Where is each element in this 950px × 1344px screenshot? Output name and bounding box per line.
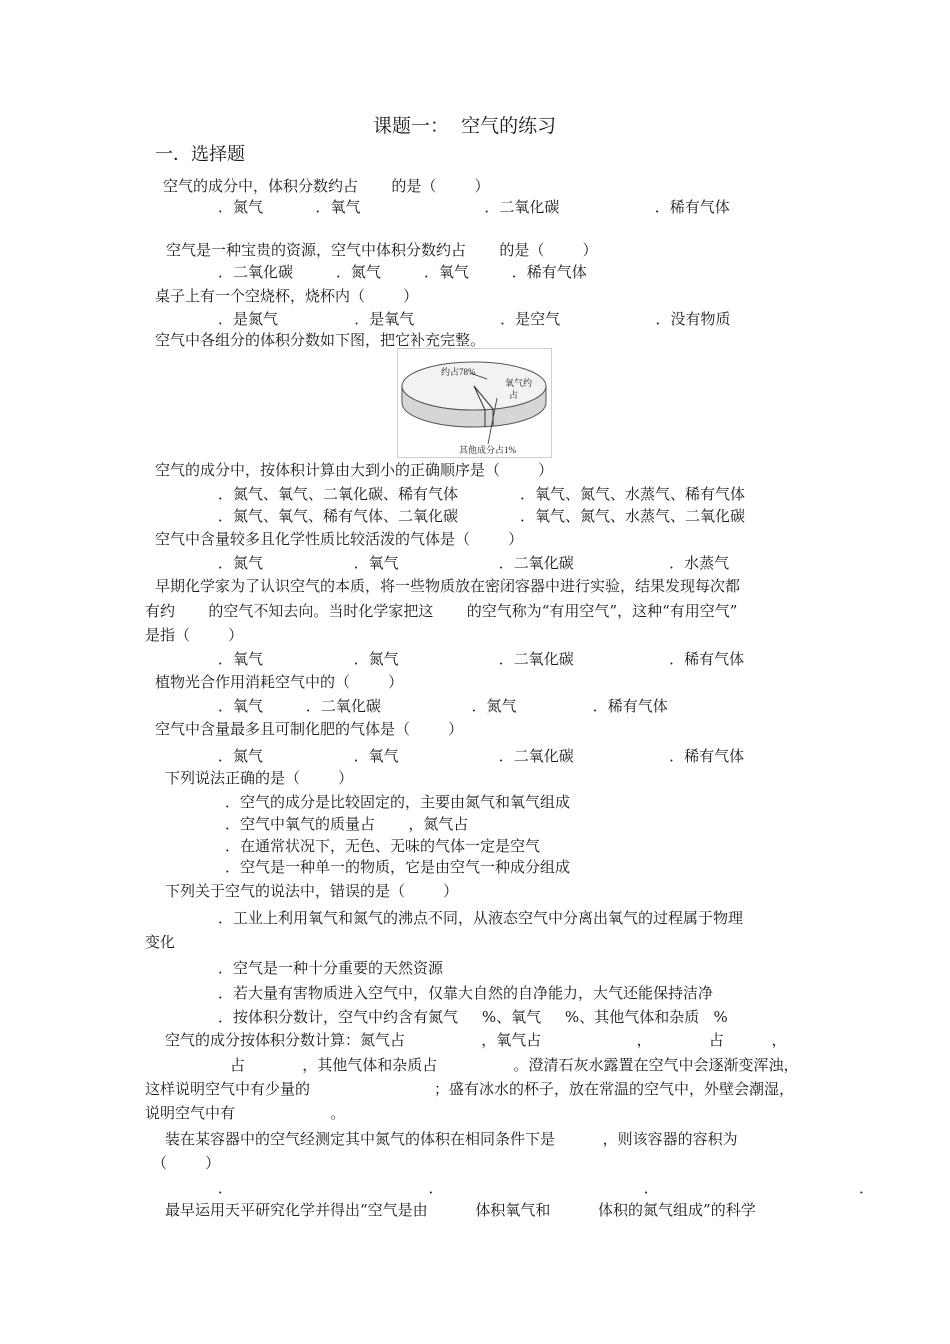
text-line: 空气中含量最多且可制化肥的气体是（ ） [155,720,464,738]
text-line: ．是氮气 ．是氧气 ．是空气 ．没有物质 [218,310,731,328]
text-line: ．氮气 ．氧气 ．二氧化碳 ．稀有气体 [218,747,745,765]
text-line: 装在某容器中的空气经测定其中氮气的体积在相同条件下是 ，则该容器的容积为 [165,1130,738,1148]
text-line: ．按体积分数计，空气中约含有氮气 %、氧气 %、其他气体和杂质 % [218,1008,728,1026]
text-line: ．二氧化碳 ．氮气 ．氧气 ．稀有气体 [218,263,587,281]
section-heading: 一．选择题 [155,144,245,165]
text-line: ．氧气 ．二氧化碳 ．氮气 ．稀有气体 [218,697,668,715]
text-line: 说明空气中有 。 [145,1104,346,1122]
text-line: 空气中各组分的体积分数如下图，把它补充完整。 [155,331,486,349]
text-line: 空气的成分中，体积分数约占 的是（ ） [163,177,490,195]
text-line: 空气中含量较多且化学性质比较活泼的气体是（ ） [155,530,524,548]
text-line: ．氮气、氧气、二氧化碳、稀有气体 ．氧气、氮气、水蒸气、稀有气体 [218,485,745,503]
nitrogen-label: 约占78% [441,367,476,377]
text-line: ．氮气、氧气、稀有气体、二氧化碳 ．氧气、氮气、水蒸气、二氧化碳 [218,507,745,525]
text-line: 这样说明空气中有少量的 ；盛有冰水的杯子，放在常温的空气中，外壁会潮湿， [145,1080,794,1098]
text-line: ．空气是一种单一的物质，它是由空气一种成分组成 [225,858,571,876]
text-line: ．工业上利用氧气和氮气的沸点不同，从液态空气中分离出氧气的过程属于物理 [218,909,744,927]
text-line: ．若大量有害物质进入空气中，仅靠大自然的自净能力，大气还能保持洁净 [218,984,714,1002]
text-line: 最早运用天平研究化学并得出“空气是由 体积氧气和 体积的氮气组成”的科学 [165,1201,756,1219]
text-line: ．空气的成分是比较固定的，主要由氮气和氧气组成 [225,793,571,811]
text-line: ． ． ． ． [218,1179,875,1197]
text-line: 空气的成分按体积分数计算：氮气占 ，氧气占 ， 占 ， [165,1031,787,1049]
page-title: 课题一： 空气的练习 [373,115,557,137]
text-line: 有约 的空气不知去向。当时化学家把这 的空气称为“有用空气”，这种“有用空气” [145,602,738,620]
text-line: 空气的成分中，按体积计算由大到小的正确顺序是（ ） [155,461,554,479]
text-line: ．在通常状况下，无色、无味的气体一定是空气 [225,837,541,855]
text-line: ．氮气 ．氧气 ．二氧化碳 ．水蒸气 [218,554,730,572]
text-line: ．氧气 ．氮气 ．二氧化碳 ．稀有气体 [218,650,745,668]
text-line: 下列说法正确的是（ ） [165,769,354,787]
text-line: 变化 [145,933,176,951]
oxygen-label-line2: 占 [509,390,519,400]
oxygen-label-line1: 氧气约 [505,378,533,388]
air-composition-pie-figure [397,348,552,458]
text-line: 植物光合作用消耗空气中的（ ） [155,673,404,691]
text-line: 早期化学家为了认识空气的本质，将一些物质放在密闭容器中进行实验，结果发现每次都 [155,577,741,595]
text-line: 桌子上有一个空烧杯，烧杯内（ ） [155,287,419,305]
text-line: ．空气中氧气的质量占 ，氮气占 [225,815,469,833]
text-line: （ ） [152,1154,221,1172]
text-line: 空气是一种宝贵的资源，空气中体积分数约占 的是（ ） [166,241,598,259]
text-line: 下列关于空气的说法中，错误的是（ ） [165,882,459,900]
text-line: 占 ，其他气体和杂质占 。澄清石灰水露置在空气中会逐渐变浑浊， [230,1056,799,1074]
other-components-label: 其他成分占1% [459,445,516,455]
text-line: ．空气是一种十分重要的天然资源 [218,959,444,977]
text-line: ．氮气 ．氧气 ．二氧化碳 ．稀有气体 [218,198,730,216]
text-line: 是指（ ） [145,626,244,644]
